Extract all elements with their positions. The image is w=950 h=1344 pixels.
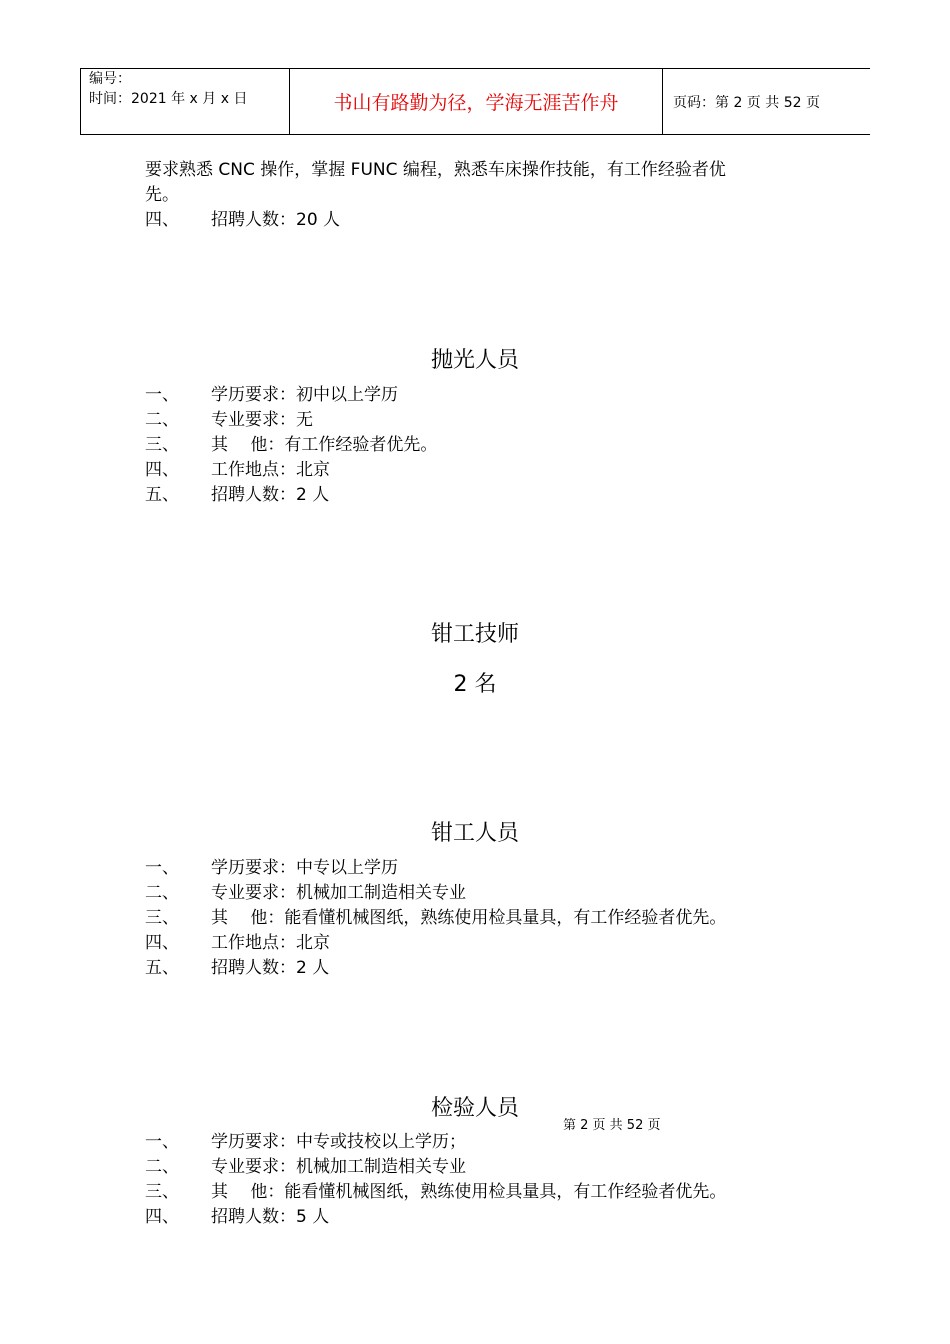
list-item-text: 专业要求：机械加工制造相关专业 [211,1157,466,1177]
list-item-number: 四、 [145,460,179,480]
list-item-number: 四、 [145,210,179,230]
list-item-text: 其 他：能看懂机械图纸，熟练使用检具量具，有工作经验者优先。 [211,1182,727,1202]
list-item-text: 招聘人数：20 人 [211,210,341,230]
page-marker: 第 2 页 共 52 页 [563,1118,661,1133]
header-page-number: 页码：第 2 页 共 52 页 [663,69,871,135]
list-item-number: 三、 [145,435,179,455]
body-paragraph-line: 要求熟悉 CNC 操作，掌握 FUNC 编程，熟悉车床操作技能，有工作经验者优 [145,160,726,180]
list-item-number: 四、 [145,1207,179,1227]
list-item-text: 学历要求：初中以上学历 [211,385,398,405]
list-item [145,433,437,458]
list-item-text: 学历要求：中专以上学历 [211,858,398,878]
list-item [145,458,330,483]
list-item-text: 工作地点：北京 [211,460,330,480]
list-item-number: 五、 [145,958,179,978]
list-item-number: 一、 [145,385,179,405]
section-heading: 钳工技师 [430,622,519,647]
list-item [145,956,329,981]
list-item-text: 学历要求：中专或技校以上学历； [211,1132,466,1152]
list-item-text: 其 他：能看懂机械图纸，熟练使用检具量具，有工作经验者优先。 [211,908,727,928]
list-item [145,856,398,881]
list-item-number: 三、 [145,1182,179,1202]
list-item-text: 专业要求：机械加工制造相关专业 [211,883,466,903]
list-item-number: 一、 [145,1132,179,1152]
list-item-number: 一、 [145,858,179,878]
list-item [145,906,726,931]
section-heading: 钳工人员 [430,821,519,846]
list-item [145,1205,329,1230]
section-subheading: 2 名 [453,672,497,697]
list-item [145,383,398,408]
header-motto: 书山有路勤为径，学海无涯苦作舟 [290,69,663,135]
list-item-text: 专业要求：无 [211,410,313,430]
document-date-label: 时间：2021 年 x 月 x 日 [89,91,248,107]
list-item [145,483,329,508]
list-item [145,1180,726,1205]
body-paragraph-line: 先。 [145,185,179,205]
list-item-text: 工作地点：北京 [211,933,330,953]
list-item-number: 四、 [145,933,179,953]
list-item-text: 其 他：有工作经验者优先。 [211,435,438,455]
section-heading: 检验人员 [430,1096,519,1121]
document-number-label: 编号： [89,71,131,87]
section-heading: 抛光人员 [430,348,519,373]
header-meta-cell [81,69,290,135]
list-item-text: 招聘人数：2 人 [211,958,330,978]
list-item-text: 招聘人数：5 人 [211,1207,330,1227]
list-item-number: 二、 [145,410,179,430]
list-item-number: 三、 [145,908,179,928]
list-item-text: 招聘人数：2 人 [211,485,330,505]
list-item [145,208,340,233]
page-header [80,68,870,135]
list-item [145,1130,466,1155]
list-item [145,881,466,906]
list-item [145,1155,466,1180]
list-item-number: 二、 [145,1157,179,1177]
list-item [145,408,313,433]
list-item-number: 五、 [145,485,179,505]
list-item-number: 二、 [145,883,179,903]
list-item [145,931,330,956]
